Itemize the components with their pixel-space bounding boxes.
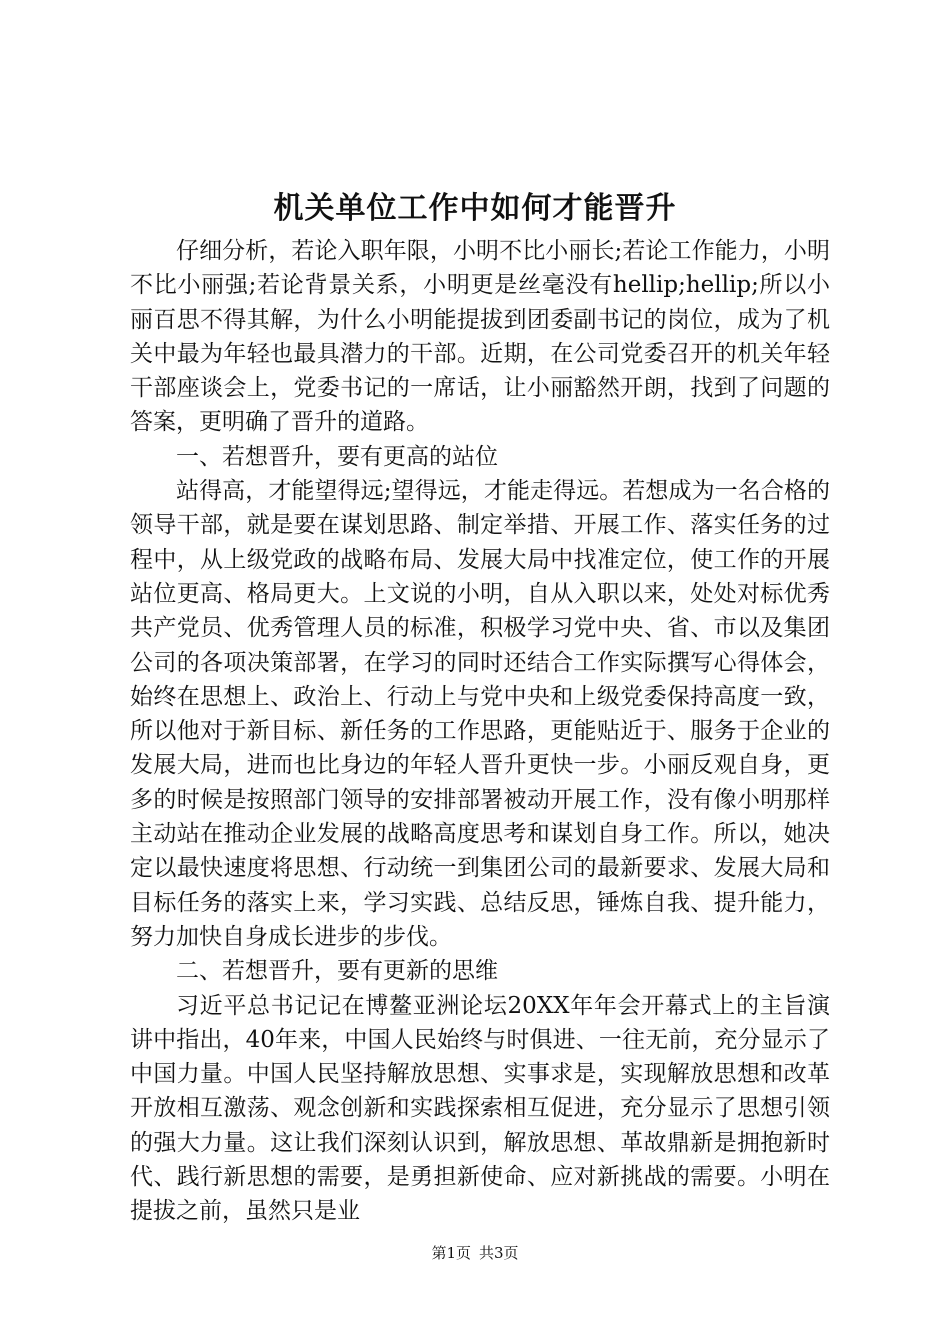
document-title: 机关单位工作中如何才能晋升 <box>273 191 677 226</box>
document-body <box>130 234 830 1229</box>
paragraph-section-2: 习近平总书记记在博鳌亚洲论坛20XX年年会开幕式上的主旨演讲中指出，40年来，中国人民始终与时俱进、一往无前，充分显示了中国力量。中国人民坚持解放思想、实事求是，实现解放思想和改革开放相互激荡、观念创新和实践探索相互促进，充分显示了思想引领的强大力量。这让我们深刻认识到，解放思想、革故鼎新是拥抱新时代、践行新思想的需要，是勇担新使命、应对新挑战的需要。小明在提拔之前，虽然只是业 <box>130 992 830 1225</box>
page-total: 共3页 <box>479 1244 519 1262</box>
paragraph-section-1: 站得高，才能望得远;望得远，才能走得远。若想成为一名合格的领导干部，就是要在谋划思路、制定举措、开展工作、落实任务的过程中，从上级党政的战略布局、发展大局中找准定位，使工作的开展站位更高、格局更大。上文说的小明，自从入职以来，处处对标优秀共产党员、优秀管理人员的标准，积极学习党中央、省、市以及集团公司的各项决策部署，在学习的同时还结合工作实际撰写心得体会，始终在思想上、政治上、行动上与党中央和上级党委保持高度一致，所以他对于新目标、新任务的工作思路，更能贴近于、服务于企业的发展大局，进而也比身边的年轻人晋升更快一步。小丽反观自身，更多的时候是按照部门领导的安排部署被动开展工作，没有像小明那样主动站在推动企业发展的战略高度思考和谋划自身工作。所以，她决定以最快速度将思想、行动统一到集团公司的最新要求、发展大局和目标任务的落实上来，学习实践、总结反思，锤炼自我、提升能力，努力加快自身成长进步的步伐。 <box>130 478 830 950</box>
paragraph-intro: 仔细分析，若论入职年限，小明不比小丽长;若论工作能力，小明不比小丽强;若论背景关系，小明更是丝毫没有hellip;hellip;所以小丽百思不得其解，为什么小明能提拔到团委副书记的岗位，成为了机关中最为年轻也最具潜力的干部。近期，在公司党委召开的机关年轻干部座谈会上，党委书记的一席话，让小丽豁然开朗，找到了问题的答案，更明确了晋升的道路。 <box>130 238 830 436</box>
section-heading-2: 二、若想晋升，要有更新的思维 <box>176 958 498 985</box>
page-number: 第1页 <box>431 1244 471 1262</box>
section-heading-1: 一、若想晋升，要有更高的站位 <box>176 443 498 470</box>
page-footer <box>0 1242 950 1264</box>
